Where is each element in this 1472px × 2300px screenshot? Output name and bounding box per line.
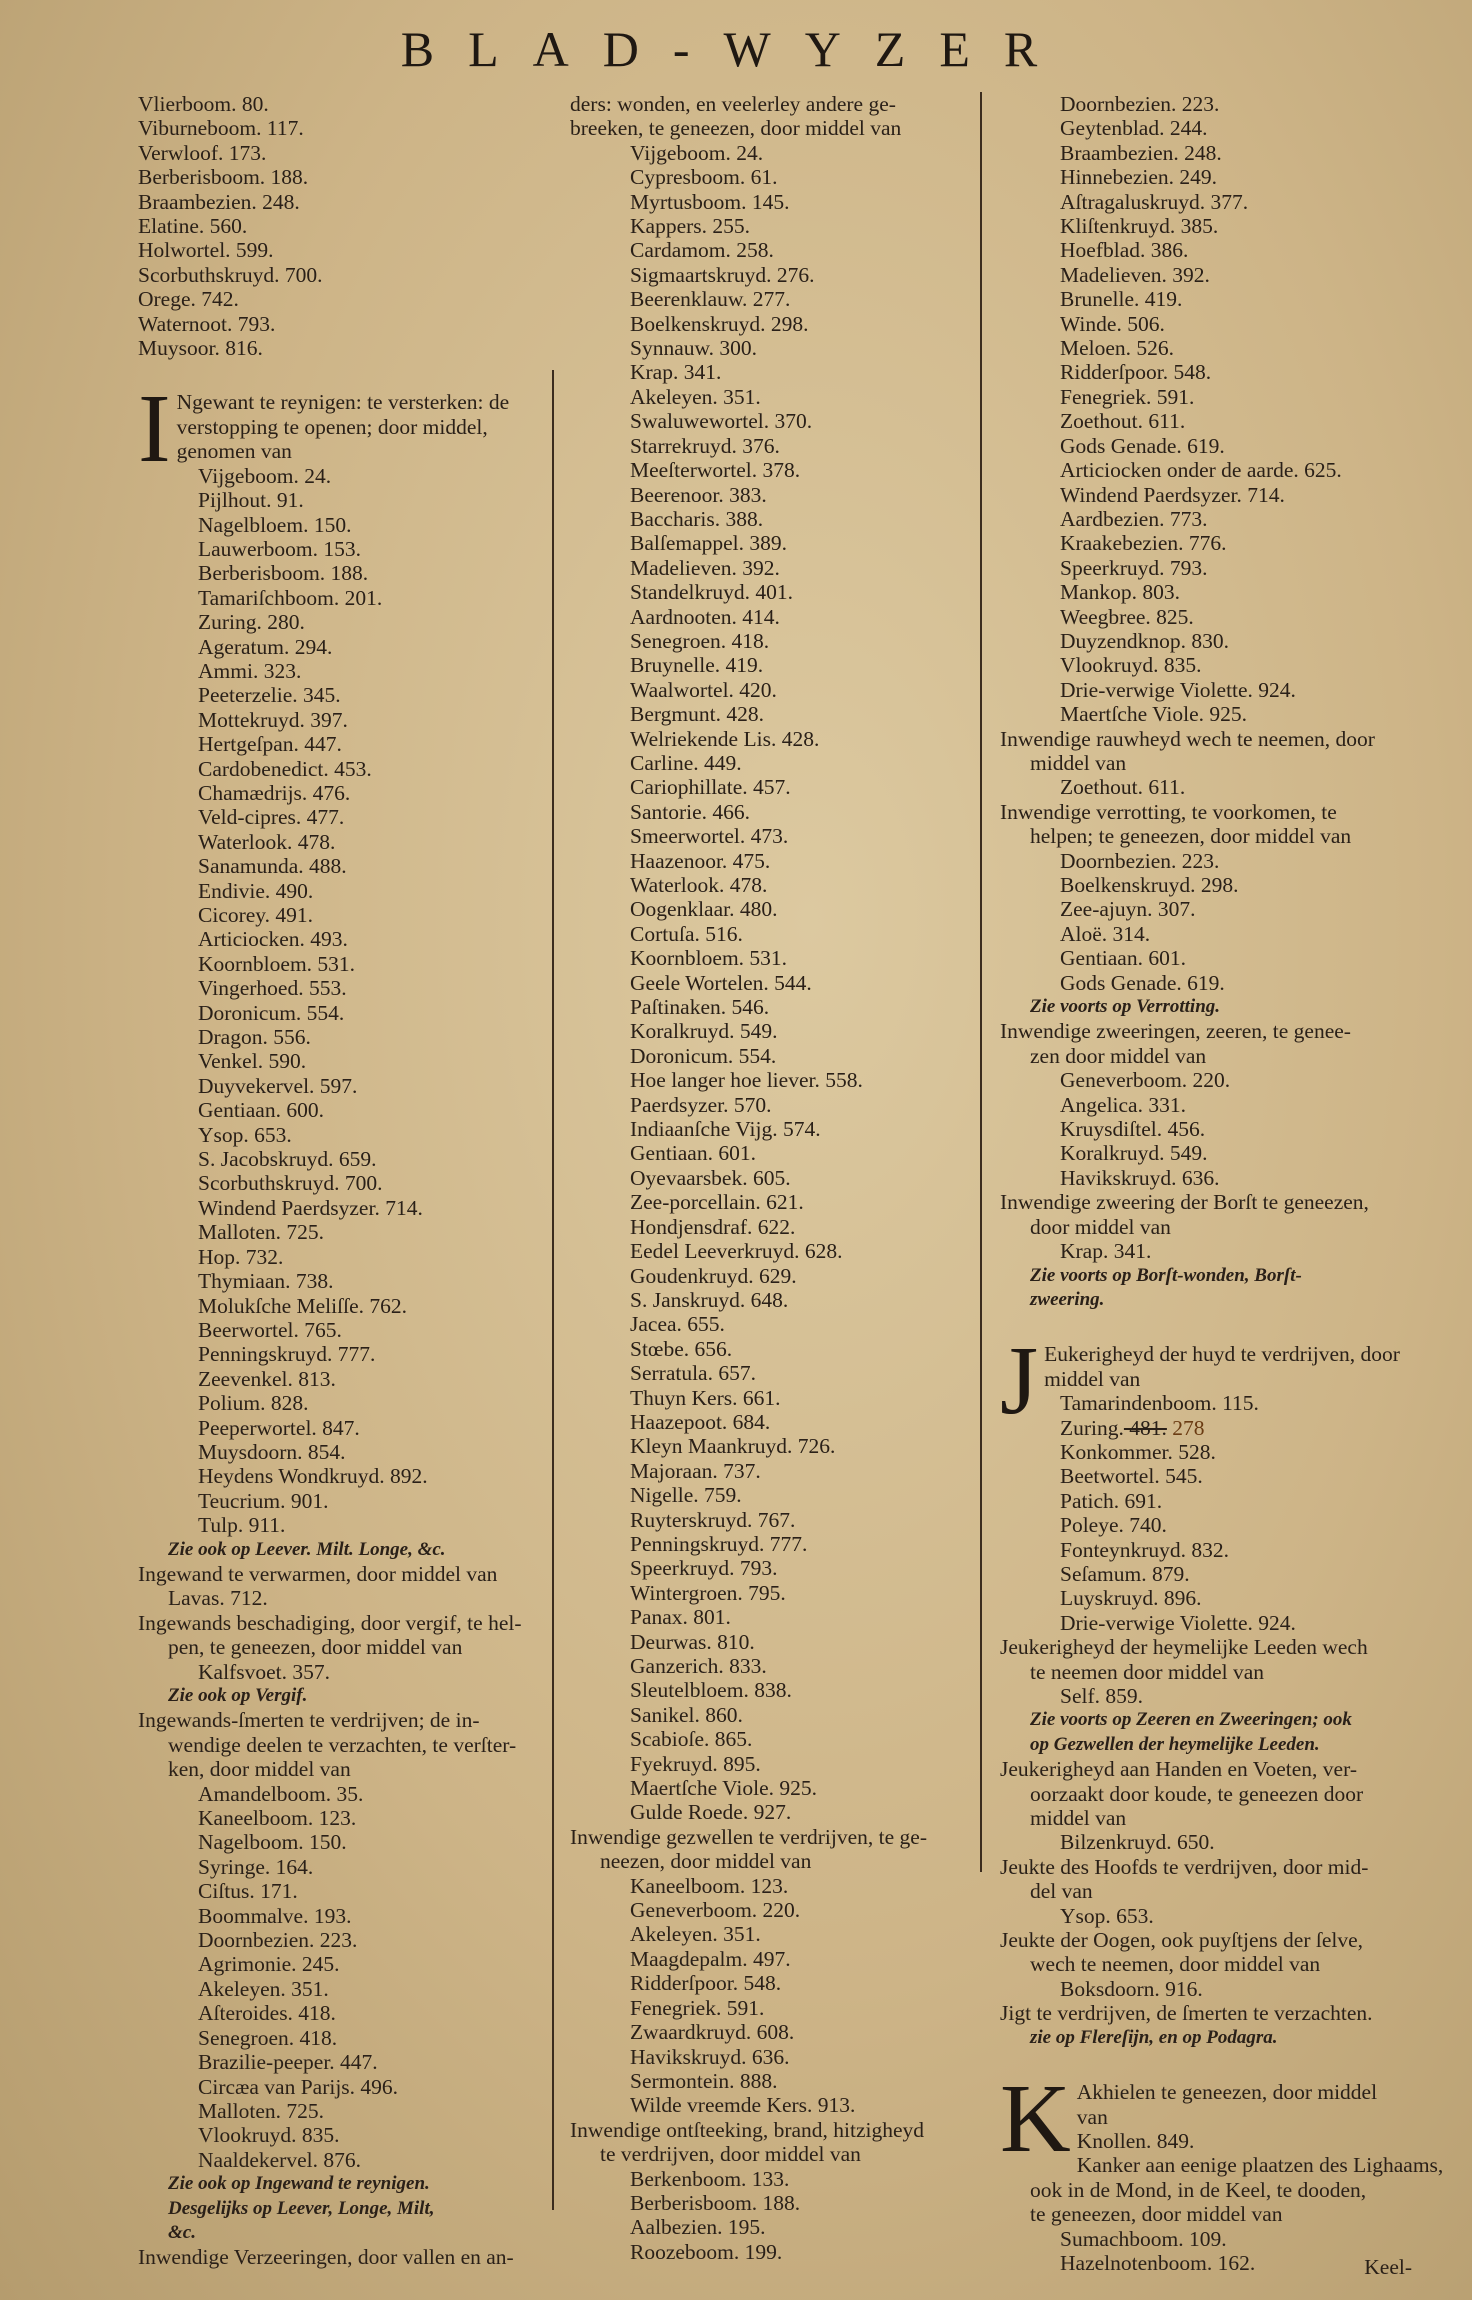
index-entry: Bilzenkruyd. 650. (1060, 1830, 1215, 1855)
index-entry: Poleye. 740. (1060, 1513, 1167, 1538)
index-entry: Boksdoorn. 916. (1060, 1976, 1203, 2001)
index-entry: Gentiaan. 600. (198, 1098, 324, 1123)
index-entry: Hondjensdraf. 622. (630, 1214, 796, 1239)
index-entry: Havikskruyd. 636. (630, 2044, 790, 2069)
index-entry: Fonteynkruyd. 832. (1060, 1537, 1230, 1562)
entry-list (138, 1782, 568, 2173)
index-entry: Malloten. 725. (198, 1220, 324, 1245)
entry-list (570, 1825, 990, 1874)
index-entry: Ciſtus. 171. (198, 1879, 298, 1904)
index-entry: Hoefblad. 386. (1060, 238, 1189, 263)
index-entry: Krap. 341. (630, 360, 722, 385)
index-entry: Tamarindenboom. 115. (1060, 1391, 1259, 1416)
index-entry: Inwendige ontſteeking, brand, hitzigheyd (570, 2117, 925, 2142)
index-entry: Kruysdiſtel. 456. (1060, 1117, 1206, 1142)
index-entry: Weegbree. 825. (1060, 604, 1194, 629)
index-entry: Lauwerboom. 153. (198, 536, 362, 561)
index-entry: Bergmunt. 428. (630, 702, 764, 727)
index-entry: Peeterzelie. 345. (198, 683, 341, 708)
index-entry: Winde. 506. (1060, 311, 1165, 336)
index-entry: Koralkruyd. 549. (1060, 1141, 1208, 1166)
index-entry: Myrtusboom. 145. (630, 189, 790, 214)
index-entry: Beerenklauw. 277. (630, 287, 791, 312)
index-entry: Berberisboom. 188. (138, 165, 309, 190)
index-entry: Articiocken onder de aarde. 625. (1060, 458, 1342, 483)
index-entry: Drie-verwige Violette. 924. (1060, 1610, 1296, 1635)
index-entry: Duyzendknop. 830. (1060, 628, 1229, 653)
index-entry: Hoe langer hoe liever. 558. (630, 1068, 863, 1093)
index-entry: Zoethout. 611. (1060, 775, 1186, 800)
dropcap-text (138, 390, 568, 463)
index-entry: Molukſche Meliſſe. 762. (198, 1293, 407, 1318)
index-entry: Cortuſa. 516. (630, 921, 743, 946)
index-entry: Gods Genade. 619. (1060, 970, 1225, 995)
index-entry: Duyvekervel. 597. (198, 1073, 358, 1098)
index-entry: Geele Wortelen. 544. (630, 970, 812, 995)
index-entry: Ganzerich. 833. (630, 1654, 767, 1678)
index-entry: Ruyterskruyd. 767. (630, 1507, 796, 1532)
index-entry: Paerdsyzer. 570. (630, 1092, 772, 1117)
entry-heading: Akhielen te geneezen, door middel (1076, 2080, 1378, 2105)
index-entry: Mottekruyd. 397. (198, 707, 348, 732)
index-entry: Nagelbloem. 150. (198, 512, 352, 537)
column-middle (570, 92, 990, 2264)
index-entry: Windend Paerdsyzer. 714. (1060, 482, 1285, 507)
cross-reference: &c. (168, 2221, 196, 2243)
index-entry: Kaneelboom. 123. (198, 1806, 357, 1831)
column-left (138, 92, 568, 2270)
index-entry: Sanamunda. 488. (198, 854, 347, 879)
index-entry: S. Janskruyd. 648. (630, 1287, 789, 1312)
index-entry: Eedel Leeverkruyd. 628. (630, 1239, 843, 1264)
catchword: Keel- (1364, 2255, 1412, 2279)
index-entry: Venkel. 590. (198, 1049, 307, 1074)
index-entry: Vlookruyd. 835. (198, 2123, 340, 2148)
index-entry: Naaldekervel. 876. (198, 2147, 361, 2172)
index-entry: ken, door middel van (168, 1757, 351, 1782)
index-entry: Kanker aan eenige plaatzen des Lighaams, (1076, 2153, 1444, 2178)
entry-list (1000, 727, 1430, 995)
index-entry: Chamædrijs. 476. (198, 780, 351, 805)
index-entry: oorzaakt door koude, te geneezen door (1030, 1781, 1364, 1806)
index-entry: Stœbe. 656. (630, 1336, 733, 1361)
index-entry: Gods Genade. 619. (1060, 433, 1225, 458)
index-entry: Madelieven. 392. (1060, 262, 1210, 287)
index-entry: Wintergroen. 795. (630, 1580, 786, 1605)
index-entry: Hazelnotenboom. 162. (1060, 2250, 1256, 2275)
index-entry: Inwendige verrotting, te voorkomen, te (1000, 799, 1337, 824)
index-entry: Kraakebezien. 776. (1060, 531, 1227, 556)
index-entry: Zoethout. 611. (1060, 409, 1186, 434)
entry-heading: Inwendige Verzeeringen, door vallen en an- (138, 2245, 514, 2270)
index-entry: door middel van (1030, 1214, 1171, 1239)
index-entry: Wilde vreemde Kers. 913. (630, 2093, 856, 2118)
index-entry: Serratula. 657. (630, 1361, 756, 1386)
entry-heading: genomen van (176, 439, 292, 464)
dropcap-letter: K (1000, 2065, 1071, 2174)
index-entry: Koralkruyd. 549. (630, 1019, 778, 1044)
index-entry: Inwendige zweeringen, zeeren, te genee- (1000, 1019, 1351, 1044)
index-entry: Deurwas. 810. (630, 1629, 755, 1654)
index-entry: Konkommer. 528. (1060, 1439, 1216, 1464)
index-entry: Kaneelboom. 123. (630, 1873, 789, 1898)
index-entry: Viburneboom. 117. (138, 116, 304, 141)
index-entry: Ingewands beschadiging, door vergif, te hel- (138, 1610, 522, 1635)
index-entry: Swaluwewortel. 370. (630, 409, 813, 434)
index-entry: Geneverboom. 220. (630, 1898, 801, 1923)
index-entry: Jeukte des Hoofds te verdrijven, door mid- (1000, 1854, 1369, 1879)
index-entry: Berkenboom. 133. (630, 2166, 790, 2191)
index-entry: Gentiaan. 601. (630, 1141, 756, 1166)
index-entry: Ingewand te verwarmen, door middel van (138, 1561, 498, 1586)
index-entry: Starrekruyd. 376. (630, 433, 780, 458)
index-entry: Syringe. 164. (198, 1854, 314, 1879)
index-entry: te verdrijven, door middel van (600, 2142, 861, 2167)
index-entry: wendige deelen te verzachten, te verſter- (168, 1732, 517, 1757)
entry-heading: Ngewant te reynigen: te versterken: de (176, 390, 510, 415)
index-entry: Self. 859. (1060, 1684, 1144, 1708)
index-entry: Thymiaan. 738. (198, 1269, 334, 1294)
index-entry: Jacea. 655. (630, 1312, 725, 1337)
index-entry: Majoraan. 737. (630, 1458, 761, 1483)
cross-reference (1000, 1264, 1430, 1313)
cross-reference: Zie ook op Leever. Milt. Longe, &c. (168, 1538, 446, 1560)
index-entry: Pijlhout. 91. (198, 488, 304, 513)
index-entry: Koornbloem. 531. (198, 951, 356, 976)
index-entry: Veld-cipres. 477. (198, 805, 345, 830)
index-entry: Waalwortel. 420. (630, 677, 777, 702)
index-entry: Penningskruyd. 777. (198, 1342, 376, 1367)
index-entry: Drie-verwige Violette. 924. (1060, 677, 1296, 702)
index-entry: breeken, te geneezen, door middel van (570, 116, 902, 141)
index-entry: Berberisboom. 188. (630, 2190, 801, 2215)
index-entry: Roozeboom. 199. (630, 2239, 783, 2264)
index-entry: Akeleyen. 351. (198, 1976, 329, 2001)
index-entry: Luyskruyd. 896. (1060, 1586, 1202, 1611)
index-entry: Verwloof. 173. (138, 140, 267, 165)
entry-list (1000, 1391, 1430, 1635)
index-entry: Kleyn Maankruyd. 726. (630, 1434, 836, 1459)
index-entry: Haazenoor. 475. (630, 848, 771, 873)
index-entry: Krap. 341. (1060, 1239, 1152, 1264)
cross-reference: Zie voorts op Zeeren en Zweeringen; ook (1030, 1709, 1352, 1731)
index-entry: Zee-porcellain. 621. (630, 1190, 804, 1215)
index-entry: Fyekruyd. 895. (630, 1751, 761, 1776)
index-entry: Standelkruyd. 401. (630, 580, 794, 605)
column-right (1000, 92, 1444, 2275)
index-entry: Waternoot. 793. (138, 311, 276, 336)
index-entry: Ammi. 323. (198, 658, 302, 683)
index-entry: Teucrium. 901. (198, 1488, 329, 1513)
index-entry: Endivie. 490. (198, 878, 314, 903)
cross-reference (1000, 1708, 1430, 1757)
index-entry: Aardnooten. 414. (630, 604, 780, 629)
index-entry: Cardobenedict. 453. (198, 756, 372, 781)
index-entry: Polium. 828. (198, 1391, 309, 1416)
index-entry: Doornbezien. 223. (1060, 848, 1220, 873)
index-entry: Ysop. 653. (198, 1122, 292, 1147)
index-entry: Cariophillate. 457. (630, 775, 791, 800)
index-entry: Fenegriek. 591. (1060, 384, 1195, 409)
index-entry: Zuring. 481. 278 (1060, 1415, 1205, 1440)
index-entry: Cardamom. 258. (630, 238, 774, 263)
entry-heading: Eukerigheyd der huyd te verdrijven, door (1044, 1342, 1400, 1367)
entry-list (570, 1874, 990, 2118)
dropcap-text (1000, 1342, 1430, 1391)
index-entry: Goudenkruyd. 629. (630, 1263, 797, 1288)
index-entry: Brazilie-peeper. 447. (198, 2050, 378, 2075)
index-entry: Ridderſpoor. 548. (630, 1971, 782, 1996)
index-entry: Muysdoorn. 854. (198, 1439, 346, 1464)
index-entry: Oogenklaar. 480. (630, 897, 778, 922)
index-entry: Sigmaartskruyd. 276. (630, 262, 815, 287)
handwritten-correction: 278 (1166, 1415, 1205, 1440)
entry-list (1000, 92, 1430, 727)
index-entry: Maagdepalm. 497. (630, 1946, 791, 1971)
index-entry: Brunelle. 419. (1060, 287, 1183, 312)
page-title: BLAD-WYZER (400, 21, 1072, 77)
index-entry: Peeperwortel. 847. (198, 1415, 360, 1440)
entry-list (138, 464, 568, 1538)
index-entry: Braambezien. 248. (1060, 140, 1222, 165)
index-entry: Vlierboom. 80. (138, 92, 269, 116)
index-entry: Tamariſchboom. 201. (198, 585, 383, 610)
index-entry: Aſtragaluskruyd. 377. (1060, 189, 1249, 214)
index-entry: Ingewands-ſmerten te verdrijven; de in- (138, 1708, 480, 1733)
index-entry: Welriekende Lis. 428. (630, 726, 820, 751)
index-entry: middel van (1030, 1806, 1127, 1831)
index-entry: Amandelboom. 35. (198, 1781, 364, 1806)
index-entry: Patich. 691. (1060, 1488, 1163, 1513)
index-entry: Inwendige gezwellen te verdrijven, te ge- (570, 1824, 927, 1849)
entry-list (570, 141, 990, 1825)
index-entry: pen, te geneezen, door middel van (168, 1635, 463, 1660)
index-entry: wech te neemen, door middel van (1030, 1952, 1321, 1977)
index-entry: Doornbezien. 223. (1060, 92, 1220, 116)
index-entry: Madelieven. 392. (630, 555, 780, 580)
index-entry: Meloen. 526. (1060, 336, 1175, 361)
index-entry: Haazepoot. 684. (630, 1409, 771, 1434)
index-entry: Panax. 801. (630, 1605, 731, 1630)
cross-reference: Desgelijks op Leever, Longe, Milt, (168, 2197, 435, 2219)
index-entry: Bruynelle. 419. (630, 653, 764, 678)
index-entry: Kliſtenkruyd. 385. (1060, 214, 1219, 239)
entry-heading: verstopping te openen; door middel, (176, 414, 488, 439)
index-entry: Aſteroides. 418. (198, 2001, 336, 2026)
index-entry: Baccharis. 388. (630, 506, 764, 531)
index-entry: Beerwortel. 765. (198, 1317, 342, 1342)
index-entry: del van (1030, 1879, 1093, 1904)
index-entry: Smeerwortel. 473. (630, 824, 789, 849)
index-entry: Santorie. 466. (630, 799, 751, 824)
entry-list (570, 92, 990, 141)
index-entry: Aloë. 314. (1060, 921, 1151, 946)
index-entry: Vijgeboom. 24. (198, 463, 332, 488)
index-entry: Scabioſe. 865. (630, 1727, 753, 1752)
cross-reference: Zie voorts op Verrotting. (1030, 996, 1221, 1018)
index-entry: S. Jacobskruyd. 659. (198, 1147, 377, 1172)
index-entry: Lavas. 712. (168, 1586, 268, 1611)
index-entry: Scorbuthskruyd. 700. (198, 1171, 383, 1196)
index-entry: Heydens Wondkruyd. 892. (198, 1464, 428, 1489)
index-entry: Gentiaan. 601. (1060, 946, 1186, 971)
entry-heading: van (1076, 2104, 1108, 2129)
entry-list (138, 92, 568, 360)
index-entry: Cypresboom. 61. (630, 165, 778, 190)
index-entry: Ridderſpoor. 548. (1060, 360, 1212, 385)
dropcap-letter: J (1000, 1327, 1039, 1436)
index-entry: Aalbezien. 195. (630, 2215, 766, 2240)
index-entry: Vlookruyd. 835. (1060, 653, 1202, 678)
entry-list (1000, 1635, 1430, 1708)
index-entry: Carline. 449. (630, 750, 742, 775)
index-entry: Maertſche Viole. 925. (630, 1776, 817, 1801)
index-entry: Beerenoor. 383. (630, 482, 767, 507)
cross-reference: zie op Flereſijn, en op Podagra. (1030, 2026, 1278, 2048)
index-entry: helpen; te geneezen, door middel van (1030, 824, 1352, 849)
index-entry: Nagelboom. 150. (198, 1830, 347, 1855)
index-entry: Zeevenkel. 813. (198, 1366, 336, 1391)
index-entry: Meeſterwortel. 378. (630, 458, 801, 483)
index-entry: Cicorey. 491. (198, 903, 314, 927)
index-entry: Boelkenskruyd. 298. (630, 311, 809, 336)
index-entry: te neemen door middel van (1030, 1659, 1265, 1684)
index-entry: Agrimonie. 245. (198, 1952, 340, 1977)
index-entry: Mankop. 803. (1060, 580, 1181, 605)
index-entry: Kappers. 255. (630, 214, 751, 239)
index-entry: Tulp. 911. (198, 1513, 286, 1538)
index-entry: Hinnebezien. 249. (1060, 165, 1218, 190)
index-entry: Scorbuthskruyd. 700. (138, 262, 323, 287)
index-entry: Vingerhoed. 553. (198, 976, 347, 1001)
index-entry: Holwortel. 599. (138, 238, 274, 263)
cross-reference: op Gezwellen der heymelijke Leeden. (1030, 1733, 1320, 1755)
index-entry: Circæa van Parijs. 496. (198, 2074, 399, 2099)
index-entry: Inwendige zweering der Borſt te geneezen, (1000, 1190, 1369, 1215)
index-entry: Zwaardkruyd. 608. (630, 2020, 795, 2045)
index-entry: Aardbezien. 773. (1060, 506, 1208, 531)
index-entry: Speerkruyd. 793. (630, 1556, 778, 1581)
index-entry: Havikskruyd. 636. (1060, 1165, 1220, 1190)
index-entry: Ysop. 653. (1060, 1903, 1154, 1928)
cross-reference: zweering. (1030, 1288, 1105, 1310)
index-entry: Balſemappel. 389. (630, 531, 788, 556)
index-entry: Doronicum. 554. (198, 1000, 345, 1025)
cross-reference: Zie voorts op Borſt-wonden, Borſt- (1030, 1264, 1302, 1286)
index-entry: Braambezien. 248. (138, 189, 300, 214)
cross-reference: Zie ook op Vergif. (168, 1685, 308, 1706)
index-entry: Senegroen. 418. (630, 628, 770, 653)
entry-list (1000, 1757, 1430, 2025)
index-entry: Fenegriek. 591. (630, 1995, 765, 2020)
index-entry: Elatine. 560. (138, 214, 248, 239)
index-entry: Orege. 742. (138, 287, 239, 312)
index-entry: Oyevaarsbek. 605. (630, 1165, 791, 1190)
index-entry: Doronicum. 554. (630, 1043, 777, 1068)
index-entry: Indiaanſche Vijg. 574. (630, 1117, 821, 1142)
index-entry: Inwendige rauwheyd wech te neemen, door (1000, 726, 1375, 751)
index-entry: Nigelle. 759. (630, 1483, 742, 1508)
index-entry: Articiocken. 493. (198, 927, 348, 952)
index-entry: Waterlook. 478. (198, 829, 336, 854)
index-entry: ook in de Mond, in de Keel, te dooden, (1030, 2177, 1367, 2202)
index-entry: Geneverboom. 220. (1060, 1068, 1231, 1093)
index-entry: Sanikel. 860. (630, 1702, 743, 1727)
entry-list (138, 1562, 568, 1684)
index-entry: Beetwortel. 545. (1060, 1464, 1203, 1489)
index-entry: Boommalve. 193. (198, 1903, 352, 1928)
index-entry: te geneezen, door middel van (1030, 2202, 1283, 2227)
index-entry: Akeleyen. 351. (630, 384, 761, 409)
index-entry: Penningskruyd. 777. (630, 1531, 808, 1556)
index-entry: Zee-ajuyn. 307. (1060, 897, 1196, 922)
index-entry: ders: wonden, en veelerley andere ge- (570, 92, 896, 116)
entry-list (570, 2167, 990, 2265)
index-entry: Windend Paerdsyzer. 714. (198, 1195, 423, 1220)
index-entry: Sumachboom. 109. (1060, 2226, 1227, 2251)
index-entry: Muysoor. 816. (138, 336, 263, 361)
index-entry: Zuring. 280. (198, 610, 305, 635)
dropcap-letter: I (138, 375, 171, 484)
index-entry: Vijgeboom. 24. (630, 140, 764, 165)
cross-reference (138, 2172, 568, 2245)
entry-list (138, 1708, 568, 1781)
index-entry: Jeukerigheyd aan Handen en Voeten, ver- (1000, 1757, 1357, 1782)
index-entry: Jeukte der Oogen, ook puyſtjens der ſelve, (1000, 1928, 1364, 1953)
index-entry: Gulde Roede. 927. (630, 1800, 792, 1825)
index-entry: Kalfsvoet. 357. (198, 1659, 330, 1684)
index-entry: Hop. 732. (198, 1244, 284, 1269)
entry-heading: middel van (1044, 1366, 1141, 1391)
index-entry: Dragon. 556. (198, 1025, 311, 1050)
index-entry: Koornbloem. 531. (630, 946, 788, 971)
index-entry: Paſtinaken. 546. (630, 995, 770, 1020)
struck-page-number: 481. (1123, 1415, 1167, 1440)
index-entry: Hertgeſpan. 447. (198, 732, 342, 757)
index-entry: Sermontein. 888. (630, 2068, 778, 2093)
index-entry: Doornbezien. 223. (198, 1928, 358, 1953)
index-entry: Geytenblad. 244. (1060, 116, 1208, 141)
index-entry: Sleutelbloem. 838. (630, 1678, 792, 1703)
index-entry: Jigt te verdrijven, de ſmerten te verzachten. (1000, 2001, 1373, 2026)
index-entry: Thuyn Kers. 661. (630, 1385, 781, 1410)
index-entry: Synnauw. 300. (630, 336, 758, 361)
index-entry: Jeukerigheyd der heymelijke Leeden wech (1000, 1635, 1368, 1660)
entry-list (570, 2118, 990, 2167)
index-entry: Waterlook. 478. (630, 873, 768, 897)
index-entry: Angelica. 331. (1060, 1092, 1186, 1117)
cross-reference: Zie ook op Ingewand te reynigen. (168, 2173, 430, 2195)
index-entry: Akeleyen. 351. (630, 1922, 761, 1947)
index-entry: Maertſche Viole. 925. (1060, 702, 1247, 727)
entry-list (1000, 1019, 1430, 1263)
index-entry: Seſamum. 879. (1060, 1561, 1190, 1586)
index-entry: Boelkenskruyd. 298. (1060, 873, 1239, 897)
index-entry: Senegroen. 418. (198, 2025, 338, 2050)
index-entry: Knollen. 849. (1076, 2128, 1195, 2153)
index-entry: Ageratum. 294. (198, 634, 333, 659)
index-entry: zen door middel van (1030, 1043, 1207, 1068)
index-entry: Malloten. 725. (198, 2098, 324, 2123)
index-entry: Speerkruyd. 793. (1060, 555, 1208, 580)
index-entry: Berberisboom. 188. (198, 561, 369, 586)
index-entry: neezen, door middel van (600, 1849, 812, 1874)
index-entry: middel van (1030, 750, 1127, 775)
